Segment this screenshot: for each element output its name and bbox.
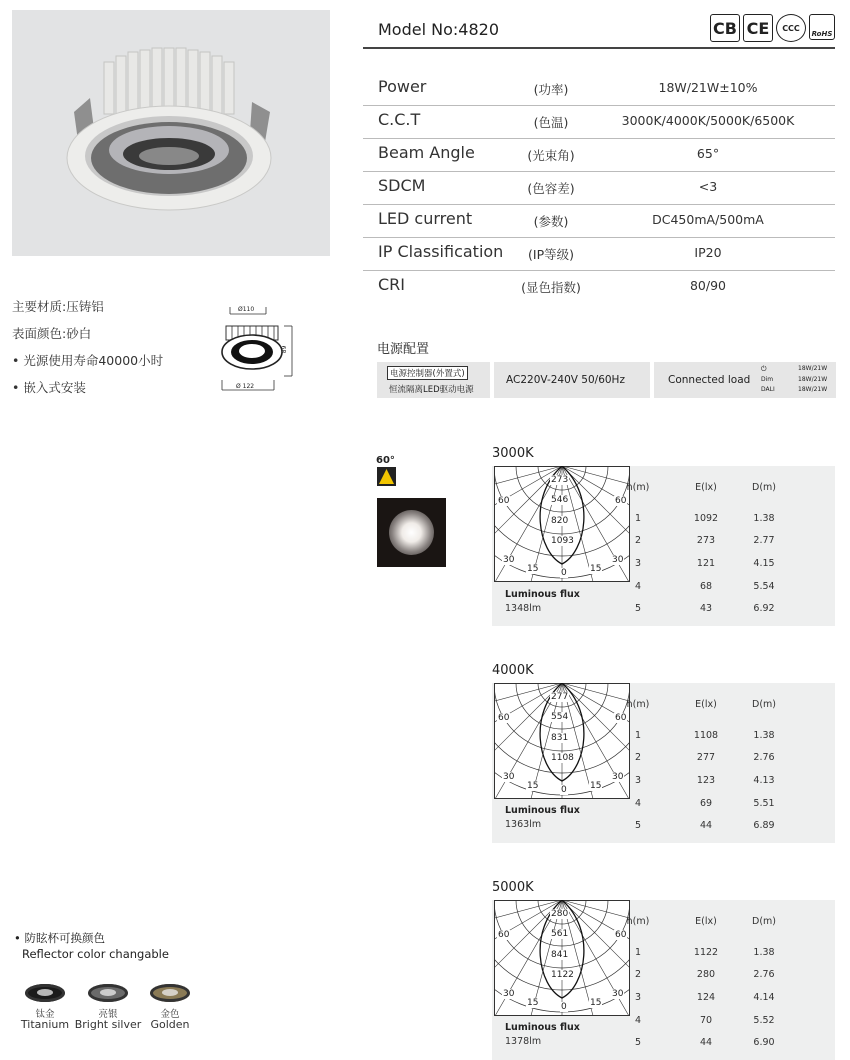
polar-value: 831 — [551, 733, 569, 743]
table-cell: 44 — [699, 820, 713, 831]
spec-cn: (色温) — [533, 115, 569, 130]
polar-value: 554 — [551, 712, 569, 722]
mode-dim-label: Dim — [761, 376, 774, 383]
spec-row-sdcm — [363, 171, 835, 205]
spec-label: LED current — [378, 209, 473, 228]
flux-value: 1348lm — [505, 603, 542, 614]
spec-row-beam-angle — [363, 138, 835, 172]
table-header: h(m) — [626, 482, 650, 493]
polar-value: 820 — [551, 516, 569, 526]
power-config-title: 电源配置 — [377, 342, 430, 357]
table-header: D(m) — [752, 916, 776, 927]
table-header: E(lx) — [695, 482, 717, 493]
table-header: h(m) — [626, 699, 650, 710]
table-cell: 3 — [634, 558, 642, 569]
table-cell: 2.76 — [753, 752, 775, 763]
table-cell: 4 — [634, 798, 642, 809]
table-cell: 5 — [634, 1037, 642, 1048]
reflector-label-cn: 亮银 — [98, 1009, 118, 1020]
table-header: D(m) — [752, 482, 776, 493]
table-cell: 121 — [696, 558, 716, 569]
ccc-cert-icon — [776, 14, 806, 42]
table-cell: 123 — [696, 775, 716, 786]
reflector-swatch-highlight — [37, 989, 53, 996]
table-cell: 6.92 — [753, 603, 775, 614]
table-cell: 4.13 — [753, 775, 775, 786]
table-header: D(m) — [752, 699, 776, 710]
ce-cert-text: CE — [746, 18, 770, 38]
spec-cn: (参数) — [533, 214, 569, 229]
flux-value: 1378lm — [505, 1036, 542, 1047]
spec-row-ip — [363, 237, 835, 271]
reflector-title-en: Reflector color changable — [22, 947, 169, 961]
table-cell: 43 — [699, 603, 713, 614]
polar-angle-label: 15 — [527, 564, 539, 574]
model-label: Model No: — [378, 20, 459, 39]
spec-label: Power — [378, 77, 427, 96]
input-voltage-box — [494, 362, 650, 398]
table-cell: 44 — [699, 1037, 713, 1048]
polar-angle-label: 60 — [615, 930, 627, 940]
table-cell: 4.14 — [753, 992, 775, 1003]
table-cell: 2.76 — [753, 969, 775, 980]
spec-value: 65° — [696, 146, 720, 161]
reflector-label-cn: 金色 — [160, 1009, 180, 1020]
polar-angle-label: 60 — [498, 496, 510, 506]
lifespan-note: • 光源使用寿命40000小时 — [12, 353, 164, 368]
table-cell: 5.54 — [753, 581, 775, 592]
material-note: 主要材质:压铸铝 — [12, 299, 104, 314]
table-cell: 5 — [634, 820, 642, 831]
reflector-swatch-highlight — [100, 989, 116, 996]
reflector-label-cn: 钛金 — [35, 1009, 55, 1020]
model-number — [378, 20, 499, 39]
polar-value: 546 — [551, 495, 569, 505]
table-cell: 2 — [634, 969, 642, 980]
spec-row-power — [363, 72, 835, 106]
table-cell: 280 — [696, 969, 716, 980]
driver-box — [377, 362, 490, 398]
polar-value: 273 — [551, 475, 569, 485]
dim-height: 68 — [279, 345, 287, 354]
polar-angle-label: 30 — [503, 555, 515, 565]
table-cell: 68 — [699, 581, 713, 592]
rohs-cert-icon — [809, 14, 835, 40]
table-cell: 2.77 — [753, 535, 775, 546]
table-cell: 1092 — [693, 513, 719, 524]
spec-cn: (IP等级) — [528, 247, 574, 262]
polar-value: 1093 — [551, 536, 574, 546]
table-header: h(m) — [626, 916, 650, 927]
polar-angle-label: 60 — [498, 930, 510, 940]
reflector-swatch-icon — [88, 984, 128, 1002]
spec-label: C.C.T — [378, 110, 421, 129]
mode-onoff-value: 18W/21W — [798, 365, 828, 372]
polar-angle-label: 60 — [615, 713, 627, 723]
polar-diagram — [494, 466, 630, 582]
rohs-cert-text: RoHS — [811, 30, 833, 38]
table-cell: 1.38 — [753, 730, 775, 741]
dim-top: Ø110 — [238, 306, 255, 313]
polar-angle-label: 30 — [612, 555, 624, 565]
install-note: • 嵌入式安装 — [12, 380, 86, 395]
polar-angle-label: 30 — [612, 772, 624, 782]
spec-row-cri — [363, 270, 835, 303]
polar-value: 277 — [551, 692, 569, 702]
table-cell: 5.51 — [753, 798, 775, 809]
table-cell: 273 — [696, 535, 716, 546]
reflector-title-cn: • 防眩杯可换颜色 — [14, 931, 105, 945]
spec-value: DC450mA/500mA — [652, 212, 764, 227]
polar-value: 1122 — [551, 970, 574, 980]
header-divider — [363, 47, 835, 49]
polar-value: 280 — [551, 909, 569, 919]
spec-label: IP Classification — [378, 242, 504, 261]
table-cell: 1122 — [693, 947, 719, 958]
spec-label: Beam Angle — [378, 143, 475, 162]
cb-cert-icon — [710, 14, 740, 42]
table-cell: 70 — [699, 1015, 713, 1026]
product-photo — [12, 10, 330, 256]
spec-cn: (功率) — [533, 82, 569, 97]
table-cell: 5.52 — [753, 1015, 775, 1026]
table-header: E(lx) — [695, 699, 717, 710]
polar-angle-label: 15 — [590, 564, 602, 574]
ce-cert-icon — [743, 14, 773, 42]
table-cell: 6.89 — [753, 820, 775, 831]
table-cell: 1 — [634, 730, 642, 741]
panel-cct: 4000K — [492, 663, 534, 678]
spec-label: CRI — [378, 275, 406, 294]
table-cell: 124 — [696, 992, 716, 1003]
table-cell: 2 — [634, 752, 642, 763]
table-cell: 1.38 — [753, 947, 775, 958]
table-cell: 1 — [634, 513, 642, 524]
polar-angle-label: 15 — [590, 998, 602, 1008]
flux-label: Luminous flux — [505, 805, 580, 816]
table-cell: 1108 — [693, 730, 719, 741]
flux-value: 1363lm — [505, 819, 542, 830]
reflector-label-en: Titanium — [20, 1018, 70, 1031]
light-spot-image — [377, 498, 446, 567]
spec-label: SDCM — [378, 176, 426, 195]
reflector-label-en: Bright silver — [74, 1018, 142, 1031]
spec-cn: (色容差) — [527, 181, 575, 196]
panel-cct: 5000K — [492, 880, 534, 895]
mode-onoff-icon: ⏻ — [761, 365, 767, 373]
connected-load-label: Connected load — [668, 374, 751, 386]
spec-value: 18W/21W±10% — [658, 80, 758, 95]
polar-value: 561 — [551, 929, 569, 939]
mode-dim-value: 18W/21W — [798, 376, 828, 383]
flux-label: Luminous flux — [505, 589, 580, 600]
reflector-swatch-highlight — [162, 989, 178, 996]
polar-angle-label: 0 — [561, 1002, 567, 1012]
polar-value: 1108 — [551, 753, 574, 763]
beam-triangle-icon — [377, 467, 396, 486]
table-cell: 1.38 — [753, 513, 775, 524]
panel-cct: 3000K — [492, 446, 534, 461]
polar-angle-label: 30 — [612, 989, 624, 999]
connected-load-box — [654, 362, 836, 398]
spec-row-led-current — [363, 204, 835, 238]
spec-cn: (光束角) — [527, 148, 575, 163]
input-voltage: AC220V-240V 50/60Hz — [506, 374, 625, 386]
table-cell: 3 — [634, 775, 642, 786]
ccc-cert-text: CCC — [782, 23, 800, 33]
polar-angle-label: 15 — [590, 781, 602, 791]
reflector-swatch-icon — [25, 984, 65, 1002]
polar-diagram — [494, 683, 630, 799]
polar-angle-label: 0 — [561, 568, 567, 578]
dimension-drawing — [218, 304, 298, 396]
reflector-swatch-icon — [150, 984, 190, 1002]
mode-dali-value: 18W/21W — [798, 386, 828, 393]
flux-label: Luminous flux — [505, 1022, 580, 1033]
polar-diagram — [494, 900, 630, 1016]
driver-sublabel: 恒流隔离LED驱动电源 — [389, 385, 474, 395]
table-cell: 4 — [634, 1015, 642, 1026]
driver-label: 电源控制器(外置式) — [387, 366, 468, 380]
table-cell: 3 — [634, 992, 642, 1003]
polar-angle-label: 30 — [503, 989, 515, 999]
polar-angle-label: 15 — [527, 781, 539, 791]
polar-value: 841 — [551, 950, 569, 960]
spec-row-cct — [363, 105, 835, 139]
polar-angle-label: 0 — [561, 785, 567, 795]
table-cell: 6.90 — [753, 1037, 775, 1048]
table-header: E(lx) — [695, 916, 717, 927]
table-cell: 4.15 — [753, 558, 775, 569]
polar-angle-label: 15 — [527, 998, 539, 1008]
spec-value: 80/90 — [689, 278, 727, 293]
spec-value: 3000K/4000K/5000K/6500K — [621, 113, 795, 128]
spec-cn: (显色指数) — [521, 280, 581, 295]
table-cell: 1 — [634, 947, 642, 958]
beam-angle-icon-label: 60° — [376, 455, 395, 466]
table-cell: 4 — [634, 581, 642, 592]
spec-value: <3 — [698, 179, 718, 194]
table-cell: 5 — [634, 603, 642, 614]
model-value: 4820 — [458, 20, 499, 39]
color-note: 表面颜色:砂白 — [12, 326, 92, 341]
reflector-label-en: Golden — [150, 1018, 190, 1031]
spec-value: IP20 — [694, 245, 722, 260]
table-cell: 69 — [699, 798, 713, 809]
cb-cert-text: CB — [713, 18, 737, 38]
polar-angle-label: 60 — [615, 496, 627, 506]
polar-angle-label: 60 — [498, 713, 510, 723]
polar-angle-label: 30 — [503, 772, 515, 782]
table-cell: 277 — [696, 752, 716, 763]
mode-dali-label: DALI — [761, 386, 775, 393]
dim-bottom: Ø 122 — [236, 383, 255, 390]
table-cell: 2 — [634, 535, 642, 546]
